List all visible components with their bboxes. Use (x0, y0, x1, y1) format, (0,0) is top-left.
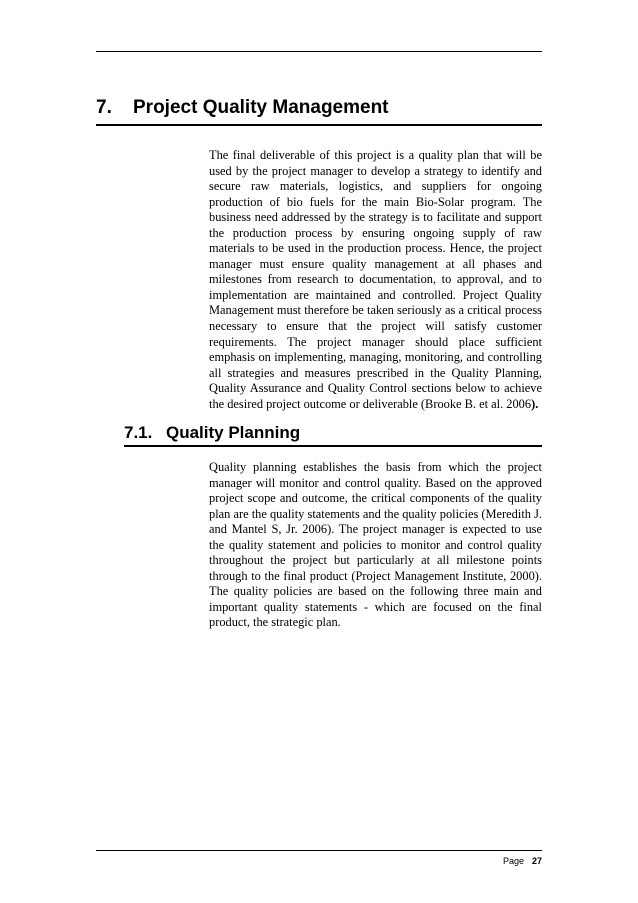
page-number: 27 (531, 856, 542, 866)
header-rule (96, 51, 542, 52)
page-label: Page (502, 856, 524, 866)
page-footer (503, 856, 542, 866)
section-title: Project Quality Management (133, 97, 389, 118)
subsection-title: Quality Planning (166, 423, 301, 442)
section-heading-rule (96, 124, 542, 126)
section-paragraph-end: ). (531, 396, 539, 411)
section-paragraph-text: The final deliverable of this project is a quality plan that will be used by the project manager to develop a strategy to identify and secure raw materials, logistics, and suppliers for ongoing production of bio fuels for the main Bio-Solar program. The business need addressed by the strategy is to facilitate and support the production process by ensuring ongoing supply of raw materials to be used in the production process. Hence, the project manager must ensure quality management at all phases and milestones from research to documentation, to approval, and to implementation are maintained and controlled. Project Quality Management must therefore be taken seriously as a critical process necessary to ensure that the project will satisfy customer requirements. The project manager should place sufficient emphasis on implementing, managing, monitoring, and controlling all strategies and measures prescribed in the Quality Planning, Quality Assurance and Quality Control sections below to achieve the desired project outcome or deliverable (Brooke B. et al. 2006 (209, 148, 542, 411)
subsection-number: 7.1. (124, 423, 153, 442)
subsection-heading-rule (124, 445, 542, 447)
subsection-heading (124, 422, 542, 444)
section-paragraph (209, 148, 542, 412)
footer-rule (96, 850, 542, 851)
subsection-paragraph: Quality planning establishes the basis from which the project manager will monitor and control quality. Based on the approved project scope and outcome, the critical components of the quality plan are the quality statements and the quality policies (Meredith J. and Mantel S, Jr. 2006). The project manager is expected to use the quality statement and policies to monitor and control quality throughout the project but particularly at all milestone points through to the final product (Project Management Institute, 2000). The quality policies are based on the following three main and important quality statements - which are focused on the final product, the strategic plan. (209, 460, 542, 630)
section-number: 7. (96, 97, 112, 118)
section-heading (96, 96, 542, 120)
